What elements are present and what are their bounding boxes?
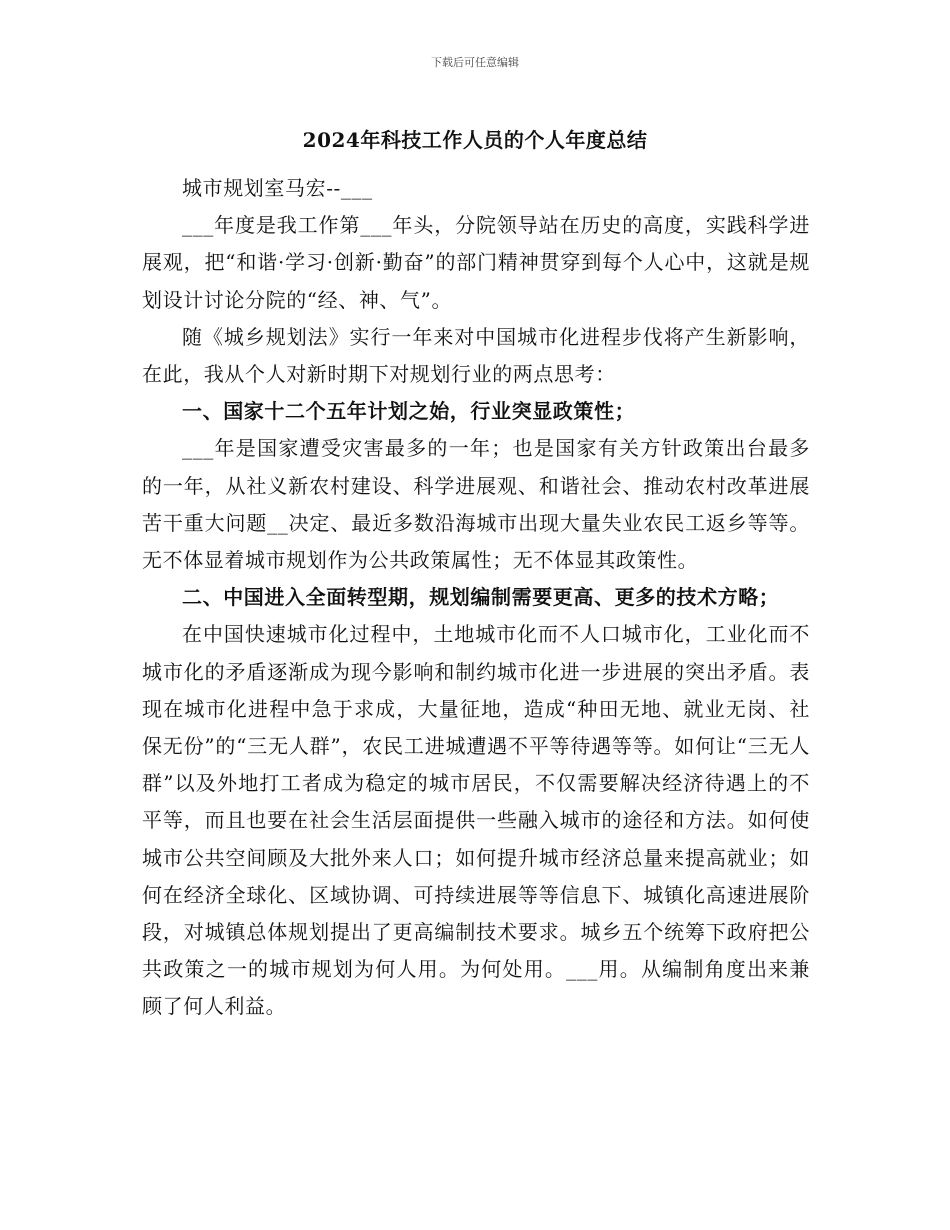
author-line: 城市规划室马宏--___ <box>182 176 373 200</box>
paragraph-context: 随《城乡规划法》实行一年来对中国城市化进程步伐将产生新影响，在此，我从个人对新时期下对规划行业的两点思考： <box>142 324 810 387</box>
paragraph-intro: ___年度是我工作第___年头，分院领导站在历史的高度，实践科学进展观，把“和谐·学习·创新·勤奋”的部门精神贯穿到每个人心中，这就是规划设计讨论分院的“经、神、气”。 <box>142 213 810 312</box>
paragraph-section-1: ___年是国家遭受灾害最多的一年；也是国家有关方针政策出台最多的一年，从社义新农村建设、科学进展观、和谐社会、推动农村改革进展苦干重大问题__决定、最近多数沿海城市出现大量失业农民工返乡等等。无不体显着城市规划作为公共政策属性；无不体显其政策性。 <box>142 436 810 573</box>
header-note: 下载后可任意编辑 <box>431 56 519 69</box>
document-body <box>142 170 810 1026</box>
section-heading-2: 二、中国进入全面转型期，规划编制需要更高、更多的技术方略； <box>182 585 780 610</box>
document-title: 2024年科技工作人员的个人年度总结 <box>302 128 648 152</box>
paragraph-section-2: 在中国快速城市化过程中，土地城市化而不人口城市化，工业化而不城市化的矛盾逐渐成为现今影响和制约城市化进一步进展的突出矛盾。表现在城市化进程中急于求成，大量征地，造成“种田无地、就业无岗、社保无份”的“三无人群”，农民工进城遭遇不平等待遇等等。如何让“三无人群”以及外地打工者成为稳定的城市居民，不仅需要解决经济待遇上的不平等，而且也要在社会生活层面提供一些融入城市的途径和方法。如何使城市公共空间顾及大批外来人口；如何提升城市经济总量来提高就业；如何在经济全球化、区域协调、可持续进展等等信息下、城镇化高速进展阶段，对城镇总体规划提出了更高编制技术要求。城乡五个统筹下政府把公共政策之一的城市规划为何人用。为何处用。___用。从编制角度出来兼顾了何人利益。 <box>142 622 810 1019</box>
section-heading-1: 一、国家十二个五年计划之始，行业突显政策性； <box>182 399 636 424</box>
